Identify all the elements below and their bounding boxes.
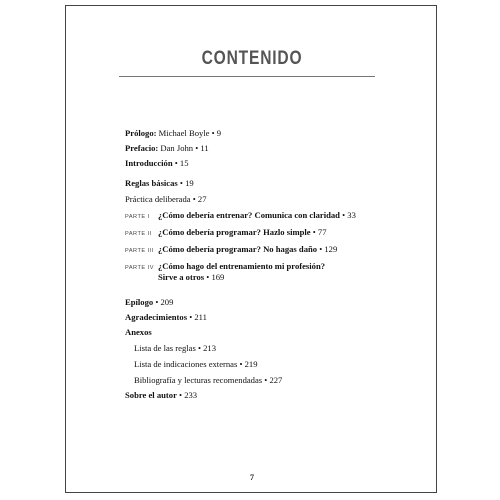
toc-entry-sobre-autor: Sobre el autor • 233 [125,390,198,400]
toc-entry-parte-1: PARTE I ¿Cómo debería entrenar? Comunica con claridad • 33 [125,210,356,220]
page-title: CONTENIDO [201,48,303,69]
toc-entry-prefacio: Prefacio: Dan John • 11 [125,143,209,153]
toc-entry-lista-reglas: Lista de las reglas • 213 [134,343,217,353]
toc-entry-parte-3: PARTE III ¿Cómo debería programar? No hagas daño • 129 [125,244,338,254]
toc-entry-anexos: Anexos [125,327,152,337]
toc-entry-reglas-basicas: Reglas básicas • 19 [125,178,194,188]
toc-entry-parte-2: PARTE II ¿Cómo debería programar? Hazlo simple • 77 [125,227,327,237]
toc-entry-epilogo: Epílogo • 209 [125,297,174,307]
toc-entry-parte-4-continued: Sirve a otros • 169 [158,272,225,282]
book-page [65,5,437,493]
page-number: 7 [250,473,254,482]
toc-entry-introduccion: Introducción • 15 [125,158,189,168]
toc-entry-lista-indicaciones: Lista de indicaciones externas • 219 [134,359,258,369]
title-rule [119,76,375,77]
toc-entry-bibliografia: Bibliografía y lecturas recomendadas • 227 [134,375,283,385]
toc-entry-prologo: Prólogo: Michael Boyle • 9 [125,128,222,138]
toc-entry-agradecimientos: Agradecimientos • 211 [125,312,207,322]
toc-entry-parte-4: PARTE IV ¿Cómo hago del entrenamiento mi profesión? [125,261,326,271]
toc-entry-practica-deliberada: Práctica deliberada • 27 [125,194,207,204]
